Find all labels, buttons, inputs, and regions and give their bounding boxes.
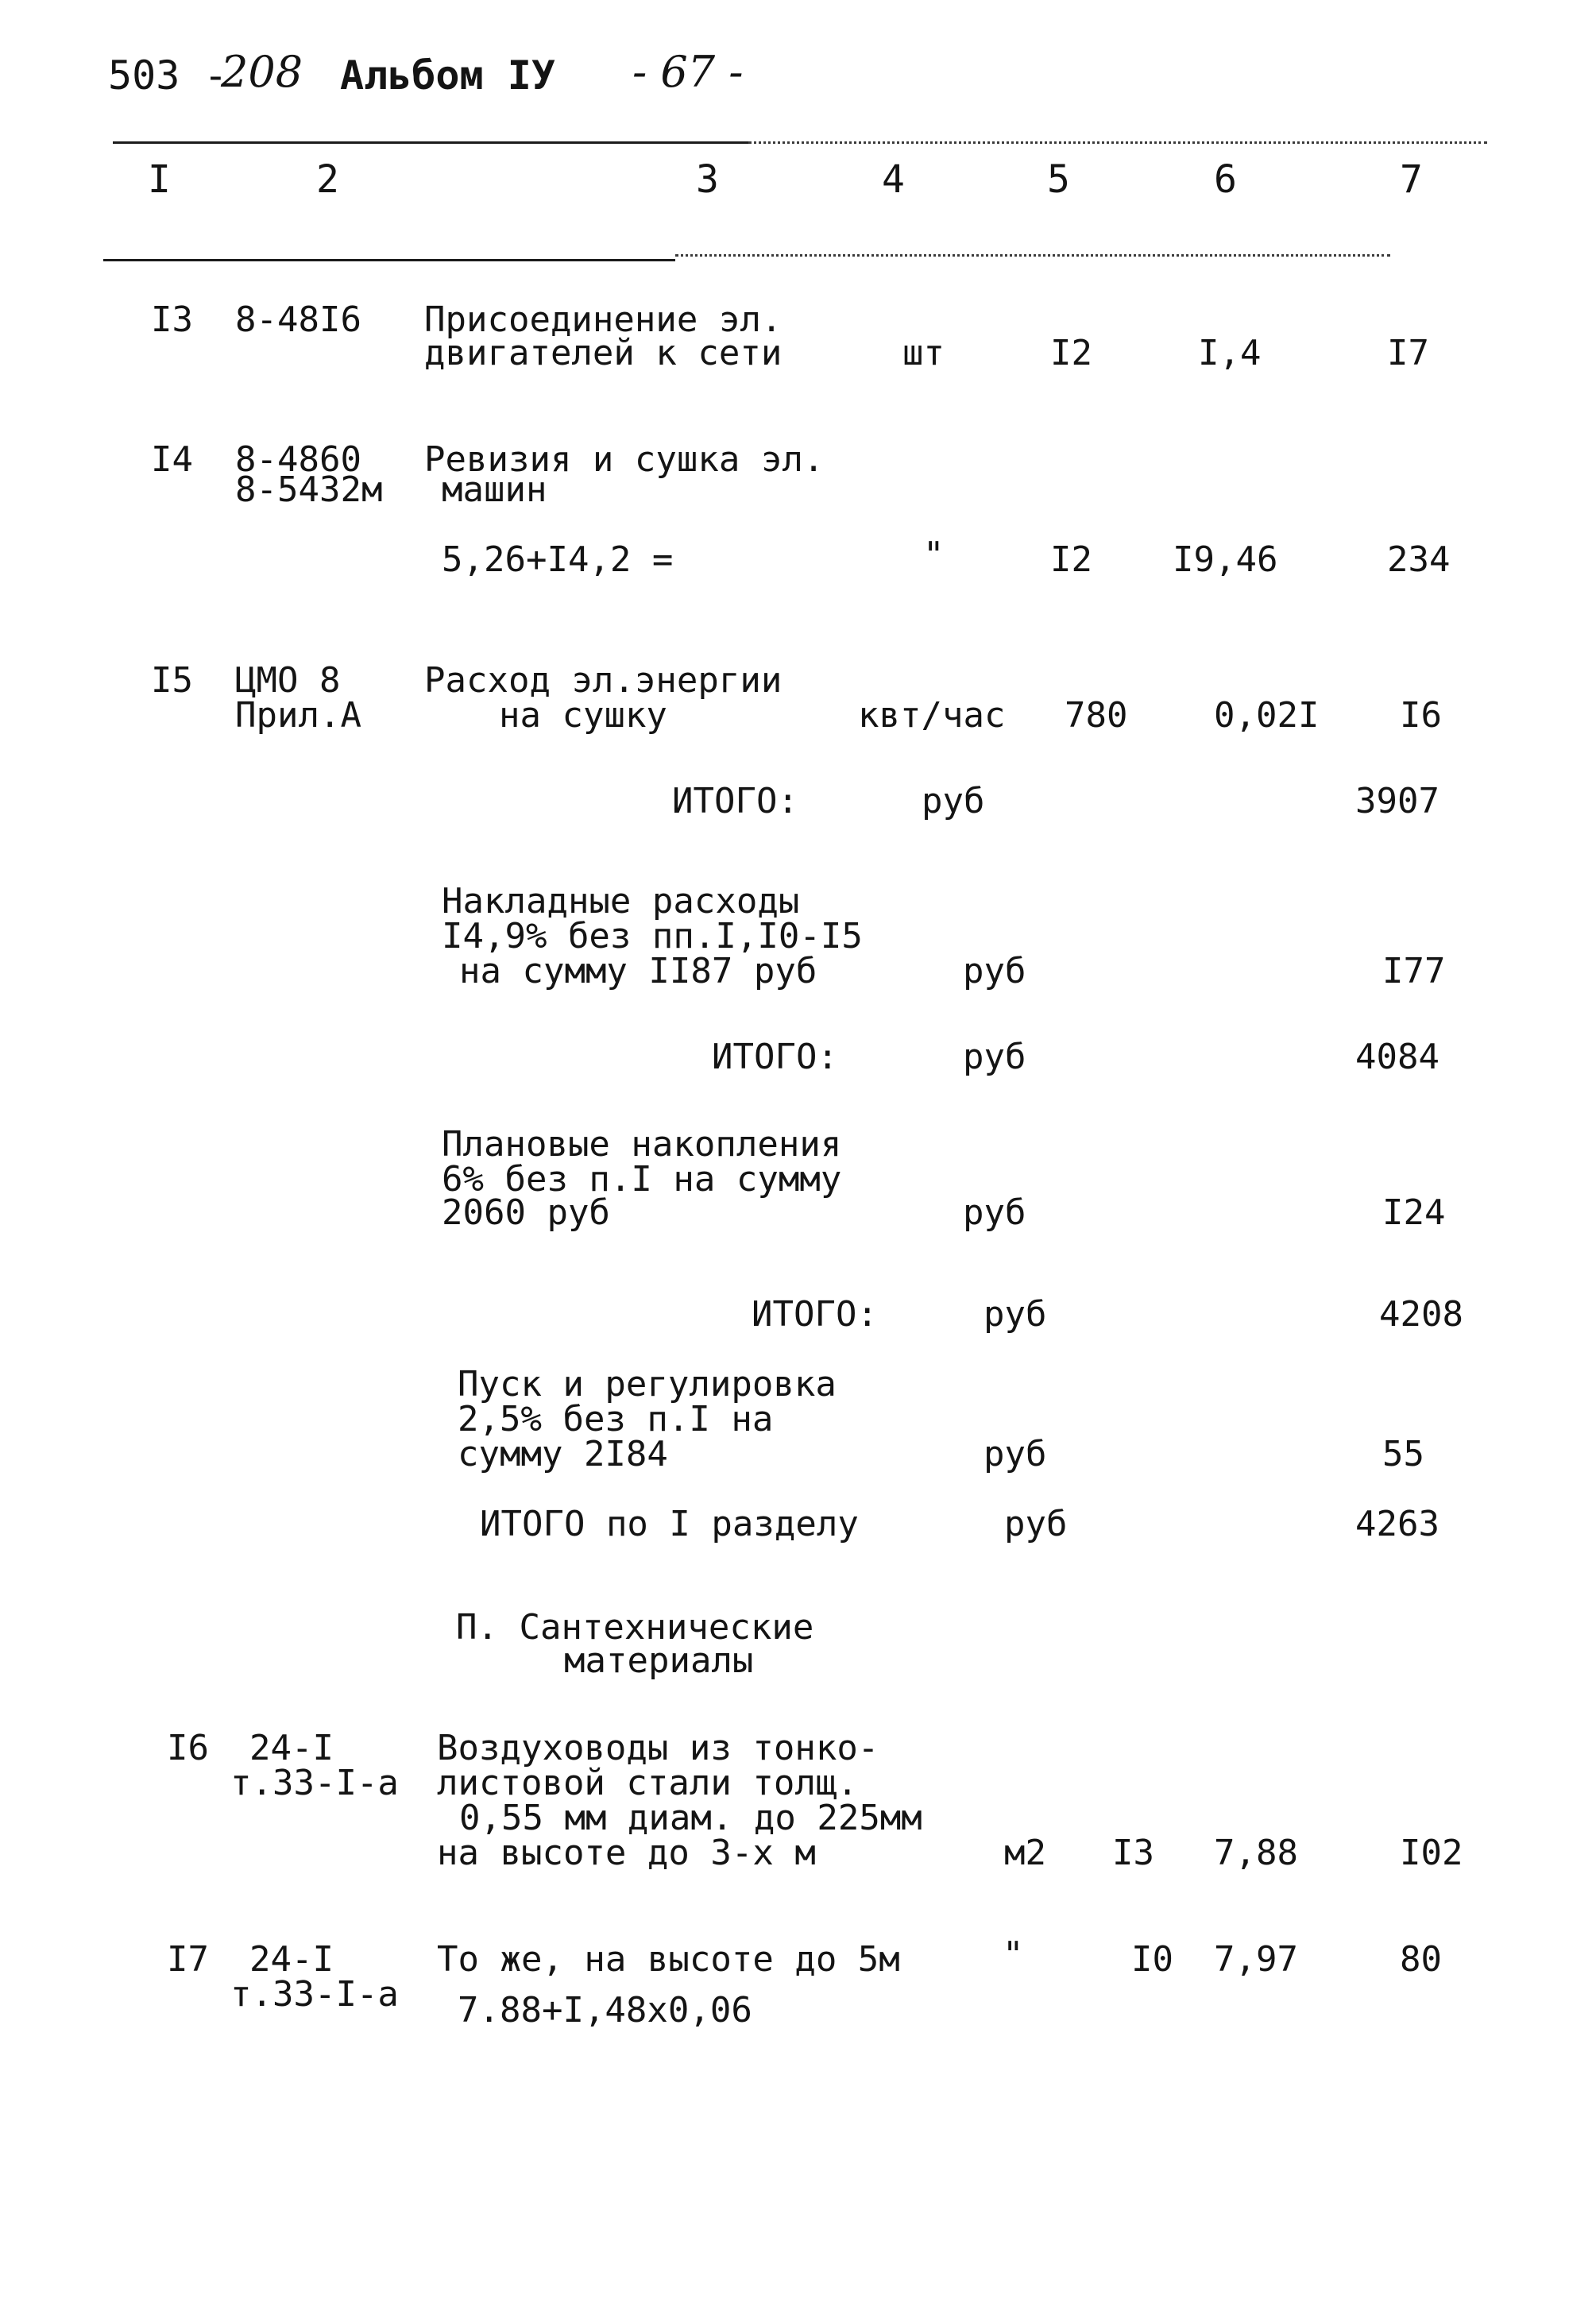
row-15-price: 0,02I bbox=[1214, 695, 1320, 736]
planned-line2: 6% без п.I на сумму bbox=[442, 1159, 842, 1200]
row-15-unit: квт/час bbox=[858, 695, 1006, 736]
column-header-2: 2 bbox=[316, 157, 339, 202]
album-title: Альбом IУ bbox=[340, 52, 555, 99]
overhead-line1: Накладные расходы bbox=[442, 881, 800, 922]
row-17-number: I7 bbox=[167, 1939, 209, 1980]
row-17-quantity: I0 bbox=[1131, 1939, 1173, 1980]
startup-line3: сумму 2I84 bbox=[458, 1434, 668, 1474]
row-14-price: I9,46 bbox=[1173, 539, 1278, 580]
subtotal-3-unit: руб bbox=[983, 1294, 1047, 1335]
planned-total: I24 bbox=[1382, 1192, 1446, 1233]
section-2-heading-line1: П. Сантехнические bbox=[456, 1607, 814, 1648]
album-code: 503 - bbox=[108, 52, 228, 99]
row-14-number: I4 bbox=[151, 439, 193, 480]
subtotal-1-label: ИТОГО: bbox=[672, 781, 798, 821]
row-15-code-line1: ЦМО 8 bbox=[235, 660, 341, 701]
row-16-quantity: I3 bbox=[1112, 1833, 1154, 1873]
row-17-unit: " bbox=[1003, 1934, 1024, 1975]
subtotal-2-total: 4084 bbox=[1355, 1037, 1439, 1077]
header-bottom-rule bbox=[103, 259, 675, 261]
column-header-5: 5 bbox=[1047, 157, 1070, 202]
row-13-price: I,4 bbox=[1198, 333, 1262, 373]
section-total-unit: руб bbox=[1004, 1504, 1068, 1544]
row-14-name-line2: машин bbox=[442, 469, 547, 510]
row-13-quantity: I2 bbox=[1050, 333, 1092, 373]
page-number: - 67 - bbox=[632, 47, 744, 97]
row-15-total: I6 bbox=[1400, 695, 1442, 736]
row-15-quantity: 780 bbox=[1065, 695, 1128, 736]
subtotal-1-unit: руб bbox=[922, 781, 985, 821]
overhead-line2: I4,9% без пп.I,I0-I5 bbox=[442, 916, 863, 956]
startup-unit: руб bbox=[983, 1434, 1047, 1474]
subtotal-1-total: 3907 bbox=[1355, 781, 1439, 821]
row-14-name-line1: Ревизия и сушка эл. bbox=[424, 439, 825, 480]
header-top-rule-dotted bbox=[748, 141, 1487, 144]
subtotal-3-total: 4208 bbox=[1379, 1294, 1463, 1335]
subtotal-2-label: ИТОГО: bbox=[712, 1037, 838, 1077]
row-13-number: I3 bbox=[151, 299, 193, 340]
row-16-code-line2: т.33-I-а bbox=[230, 1763, 399, 1803]
row-15-code-line2: Прил.А bbox=[235, 695, 361, 736]
row-16-name-line2: листовой стали толщ. bbox=[437, 1763, 858, 1803]
column-header-6: 6 bbox=[1214, 157, 1237, 202]
subtotal-3-label: ИТОГО: bbox=[752, 1294, 878, 1335]
startup-line2: 2,5% без п.I на bbox=[458, 1399, 774, 1439]
row-16-name-line4: на высоте до 3-х м bbox=[437, 1833, 816, 1873]
row-16-name-line1: Воздуховоды из тонко- bbox=[437, 1728, 879, 1768]
row-17-code-line1: 24-I bbox=[249, 1939, 334, 1980]
subtotal-2-unit: руб bbox=[963, 1037, 1026, 1077]
row-14-unit: " bbox=[923, 535, 945, 575]
row-16-unit: м2 bbox=[1004, 1833, 1046, 1873]
row-16-code-line1: 24-I bbox=[249, 1728, 334, 1768]
row-14-code-line1: 8-4860 bbox=[235, 439, 361, 480]
startup-total: 55 bbox=[1382, 1434, 1424, 1474]
row-15-name-line1: Расход эл.энергии bbox=[424, 660, 783, 701]
column-header-1: I bbox=[148, 157, 171, 202]
planned-unit: руб bbox=[963, 1192, 1026, 1233]
row-16-total: I02 bbox=[1400, 1833, 1463, 1873]
row-13-total: I7 bbox=[1387, 333, 1429, 373]
section-total-label: ИТОГО по I разделу bbox=[480, 1504, 859, 1544]
row-15-number: I5 bbox=[151, 660, 193, 701]
row-16-price: 7,88 bbox=[1214, 1833, 1298, 1873]
section-2-heading-line2: материалы bbox=[564, 1640, 754, 1681]
row-14-total: 234 bbox=[1387, 539, 1451, 580]
row-17-total: 80 bbox=[1400, 1939, 1442, 1980]
row-17-price: 7,97 bbox=[1214, 1939, 1298, 1980]
row-13-code: 8-48I6 bbox=[235, 299, 361, 340]
startup-line1: Пуск и регулировка bbox=[458, 1364, 837, 1405]
section-total-value: 4263 bbox=[1355, 1504, 1439, 1544]
row-13-name-line2: двигателей к сети bbox=[424, 333, 783, 373]
overhead-unit: руб bbox=[963, 951, 1026, 991]
row-16-number: I6 bbox=[167, 1728, 209, 1768]
row-16-name-line3: 0,55 мм диам. до 225мм bbox=[459, 1798, 922, 1838]
row-17-code-line2: т.33-I-а bbox=[230, 1974, 399, 2015]
row-13-unit: шт bbox=[902, 333, 945, 373]
header-bottom-rule-dotted bbox=[675, 254, 1390, 257]
planned-line3: 2060 руб bbox=[442, 1192, 610, 1233]
row-13-name-line1: Присоединение эл. bbox=[424, 299, 783, 340]
overhead-total: I77 bbox=[1382, 951, 1446, 991]
row-14-calculation: 5,26+I4,2 = bbox=[442, 539, 674, 580]
row-17-name-line1: То же, на высоте до 5м bbox=[437, 1939, 900, 1980]
column-header-7: 7 bbox=[1400, 157, 1423, 202]
row-14-quantity: I2 bbox=[1050, 539, 1092, 580]
album-code-handwritten: 208 bbox=[221, 47, 303, 97]
planned-line1: Плановые накопления bbox=[442, 1124, 842, 1165]
row-15-name-line2: на сушку bbox=[499, 695, 667, 736]
column-header-3: 3 bbox=[696, 157, 719, 202]
row-14-code-line2: 8-5432м bbox=[235, 469, 383, 510]
header-top-rule bbox=[113, 141, 748, 144]
overhead-line3: на сумму II87 руб bbox=[459, 951, 817, 991]
row-17-calculation: 7.88+I,48х0,06 bbox=[458, 1990, 752, 2030]
column-header-4: 4 bbox=[882, 157, 905, 202]
